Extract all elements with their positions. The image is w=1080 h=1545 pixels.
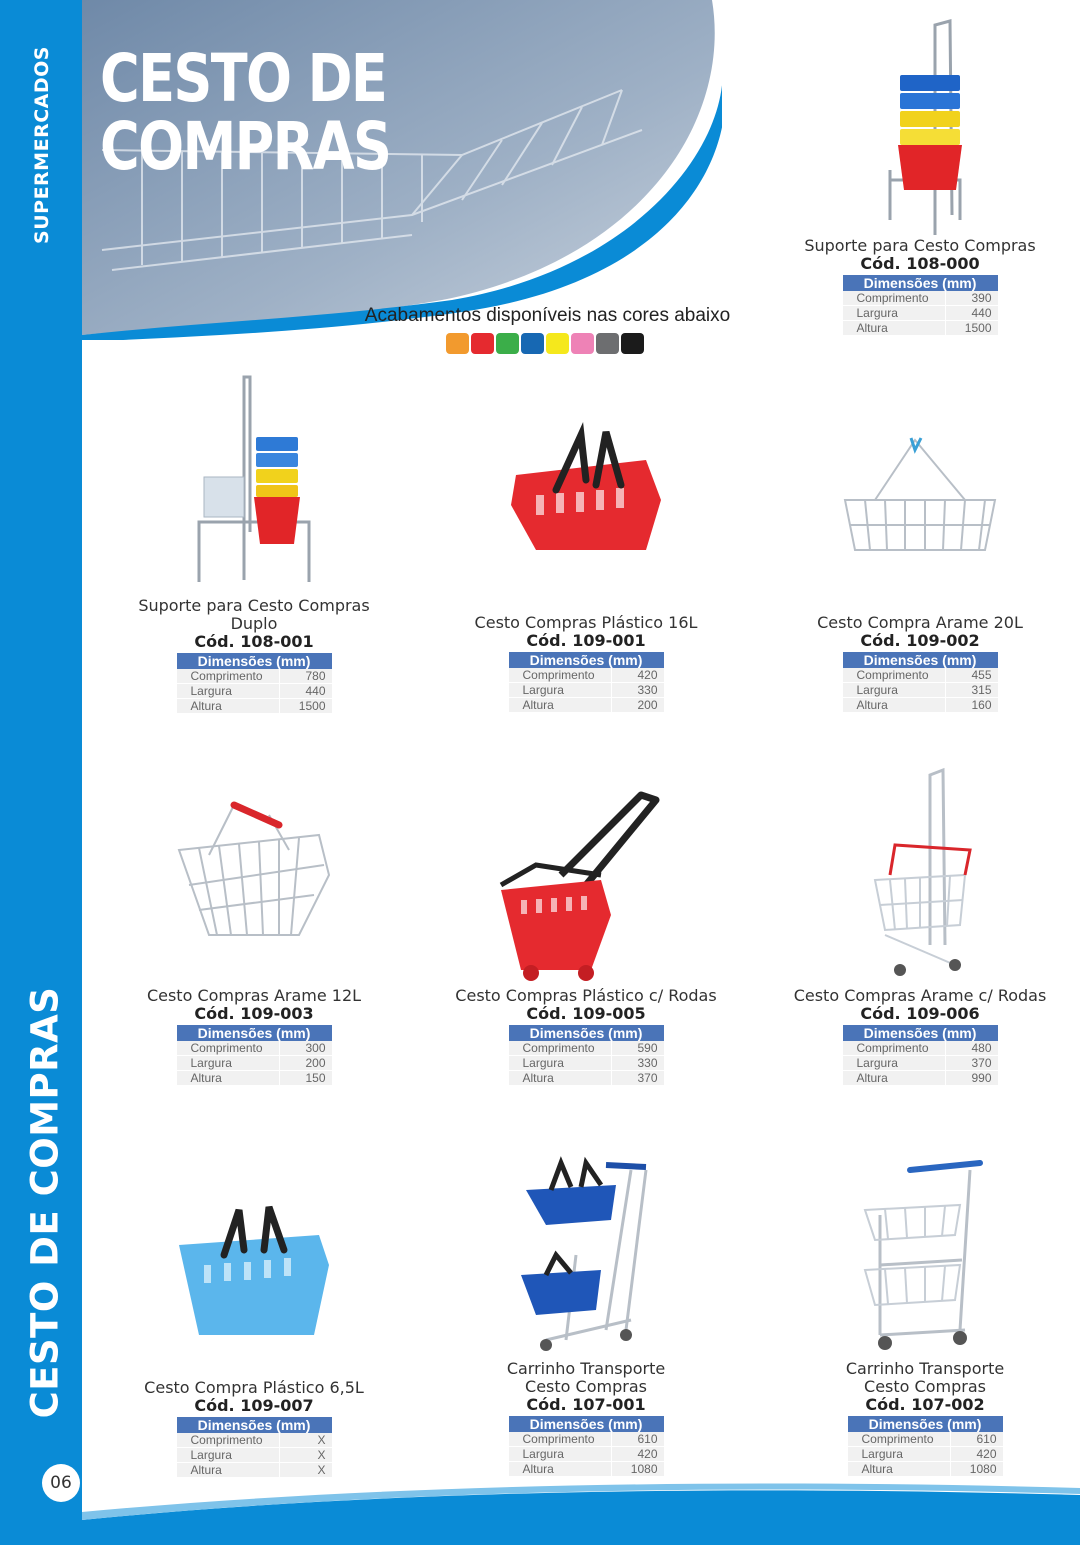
page-title: [100, 40, 391, 185]
stacked-basket-stand-icon: [860, 15, 980, 237]
double-basket-stand-icon: [184, 372, 324, 597]
dimensions-header: Dimensões (mm): [843, 652, 998, 668]
red-plastic-basket-icon: [496, 420, 676, 614]
dim-label-length: Comprimento: [509, 668, 612, 683]
product-name: Cesto Compras Arame 12L: [146, 986, 362, 1005]
color-swatch-red: [471, 333, 494, 354]
dim-label-width: Largura: [848, 1447, 951, 1462]
product-name: Cesto Compra Plástico 6,5L: [144, 1378, 364, 1397]
dim-value-height: 1080: [951, 1462, 1003, 1477]
product-card-109-003: [94, 795, 414, 1086]
cart-wire-baskets-icon: [850, 1155, 1000, 1360]
dim-value-height: 200: [612, 698, 664, 713]
product-code: Cód. 109-002: [860, 631, 980, 650]
dim-value-height: 990: [946, 1071, 998, 1086]
product-card-107-002: [765, 1155, 1080, 1477]
dim-value-width: 200: [280, 1056, 332, 1071]
product-card-109-001: [426, 420, 746, 713]
dim-label-width: Largura: [177, 1448, 280, 1463]
dim-value-width: 440: [946, 306, 998, 321]
footer-wave: [82, 1480, 1080, 1545]
left-sidebar: [0, 0, 82, 1545]
product-code: Cód. 108-000: [860, 254, 980, 273]
color-swatches: [446, 333, 644, 354]
dimensions-header: Dimensões (mm): [177, 1025, 332, 1041]
product-code: Cód. 109-003: [194, 1004, 314, 1023]
dim-label-length: Comprimento: [509, 1041, 612, 1056]
rolling-plastic-basket-icon: [491, 785, 681, 987]
dim-value-length: 610: [612, 1432, 664, 1447]
wire-basket-red-handle-icon: [169, 795, 339, 987]
dim-label-width: Largura: [509, 683, 612, 698]
rolling-wire-basket-icon: [855, 765, 985, 987]
product-code: Cód. 108-001: [194, 632, 314, 651]
dim-value-length: 590: [612, 1041, 664, 1056]
cart-blue-baskets-icon: [506, 1155, 666, 1360]
sidebar-section-label: SUPERMERCADOS: [31, 46, 54, 244]
dim-label-width: Largura: [843, 306, 946, 321]
product-card-107-001: [426, 1155, 746, 1477]
sidebar-category-label: CESTO DE COMPRAS: [23, 986, 67, 1419]
dimensions-header: Dimensões (mm): [509, 1025, 664, 1041]
dimensions-header: Dimensões (mm): [509, 652, 664, 668]
product-name: Cesto Compra Arame 20L: [817, 613, 1023, 632]
dim-value-width: 440: [280, 684, 332, 699]
dimensions-table: [843, 652, 998, 713]
product-name: Cesto Compras Plástico 16L: [474, 613, 698, 632]
dim-label-width: Largura: [177, 684, 280, 699]
dim-value-length: 480: [946, 1041, 998, 1056]
product-name: Cesto Compras Plástico c/ Rodas: [455, 986, 717, 1005]
color-swatch-gray: [596, 333, 619, 354]
dim-value-length: 455: [946, 668, 998, 683]
page-number: 06: [42, 1464, 80, 1502]
product-code: Cód. 107-002: [865, 1395, 985, 1414]
dim-label-width: Largura: [843, 1056, 946, 1071]
dim-value-length: 610: [951, 1432, 1003, 1447]
product-card-108-001: [94, 372, 414, 714]
dim-value-length: X: [280, 1433, 332, 1448]
dim-label-height: Altura: [509, 1071, 612, 1086]
dimensions-table: [509, 652, 664, 713]
dim-label-height: Altura: [177, 699, 280, 714]
color-swatch-green: [496, 333, 519, 354]
dim-label-height: Altura: [177, 1463, 280, 1478]
dim-label-length: Comprimento: [843, 1041, 946, 1056]
product-name: Suporte para Cesto Compras: [804, 236, 1036, 255]
dim-value-height: 1500: [280, 699, 332, 714]
color-swatch-blue: [521, 333, 544, 354]
dim-value-height: 1080: [612, 1462, 664, 1477]
product-code: Cód. 109-005: [526, 1004, 646, 1023]
dim-label-height: Altura: [509, 1462, 612, 1477]
colors-label: Acabamentos disponíveis nas cores abaixo: [364, 305, 731, 326]
color-swatch-pink: [571, 333, 594, 354]
product-code: Cód. 109-001: [526, 631, 646, 650]
dim-label-length: Comprimento: [177, 669, 280, 684]
dim-label-length: Comprimento: [843, 668, 946, 683]
dim-value-height: 150: [280, 1071, 332, 1086]
dim-label-height: Altura: [843, 321, 946, 336]
dimensions-table: [177, 1417, 332, 1478]
product-name: Suporte para Cesto Compras Duplo: [138, 596, 370, 633]
dim-label-width: Largura: [843, 683, 946, 698]
product-card-108-000: [760, 15, 1080, 336]
dim-value-width: 370: [946, 1056, 998, 1071]
page-title-line1: CESTO DE: [100, 40, 387, 117]
dim-value-length: 780: [280, 669, 332, 684]
color-swatch-black: [621, 333, 644, 354]
dim-label-length: Comprimento: [848, 1432, 951, 1447]
dim-value-height: 370: [612, 1071, 664, 1086]
dim-value-width: 420: [951, 1447, 1003, 1462]
dimensions-table: [177, 1025, 332, 1086]
dimensions-header: Dimensões (mm): [843, 1025, 998, 1041]
product-card-109-002: [760, 430, 1080, 713]
product-name: Carrinho Transporte Cesto Compras: [845, 1359, 1005, 1396]
dimensions-table: [509, 1025, 664, 1086]
dim-value-length: 420: [612, 668, 664, 683]
dim-value-width: 420: [612, 1447, 664, 1462]
dim-label-height: Altura: [848, 1462, 951, 1477]
dim-label-length: Comprimento: [177, 1041, 280, 1056]
dimensions-header: Dimensões (mm): [843, 275, 998, 291]
color-swatch-yellow: [546, 333, 569, 354]
dim-value-length: 390: [946, 291, 998, 306]
dimensions-header: Dimensões (mm): [848, 1416, 1003, 1432]
dimensions-table: [177, 653, 332, 714]
dim-value-width: 315: [946, 683, 998, 698]
blue-plastic-basket-icon: [169, 1195, 339, 1379]
dim-label-width: Largura: [509, 1056, 612, 1071]
page-title-line2: COMPRAS: [100, 108, 391, 185]
dimensions-header: Dimensões (mm): [177, 1417, 332, 1433]
product-card-109-006: [760, 765, 1080, 1086]
dim-label-height: Altura: [843, 1071, 946, 1086]
dimensions-table: [509, 1416, 664, 1477]
dim-value-height: 1500: [946, 321, 998, 336]
dim-label-height: Altura: [509, 698, 612, 713]
dim-label-length: Comprimento: [509, 1432, 612, 1447]
dimensions-header: Dimensões (mm): [177, 653, 332, 669]
dim-label-length: Comprimento: [843, 291, 946, 306]
dimensions-table: [848, 1416, 1003, 1477]
dim-label-length: Comprimento: [177, 1433, 280, 1448]
dim-label-width: Largura: [509, 1447, 612, 1462]
product-name: Carrinho Transporte Cesto Compras: [506, 1359, 666, 1396]
dim-value-width: 330: [612, 683, 664, 698]
product-card-109-005: [426, 785, 746, 1086]
dim-value-height: 160: [946, 698, 998, 713]
dim-label-width: Largura: [177, 1056, 280, 1071]
dim-value-length: 300: [280, 1041, 332, 1056]
product-code: Cód. 109-007: [194, 1396, 314, 1415]
dim-label-height: Altura: [177, 1071, 280, 1086]
product-card-109-007: [94, 1195, 414, 1478]
wire-basket-icon: [835, 430, 1005, 614]
dimensions-table: [843, 275, 998, 336]
dimensions-header: Dimensões (mm): [509, 1416, 664, 1432]
product-code: Cód. 109-006: [860, 1004, 980, 1023]
product-code: Cód. 107-001: [526, 1395, 646, 1414]
product-name: Cesto Compras Arame c/ Rodas: [793, 986, 1047, 1005]
dim-value-width: 330: [612, 1056, 664, 1071]
dim-value-height: X: [280, 1463, 332, 1478]
dim-label-height: Altura: [843, 698, 946, 713]
dimensions-table: [843, 1025, 998, 1086]
dim-value-width: X: [280, 1448, 332, 1463]
color-swatch-orange: [446, 333, 469, 354]
